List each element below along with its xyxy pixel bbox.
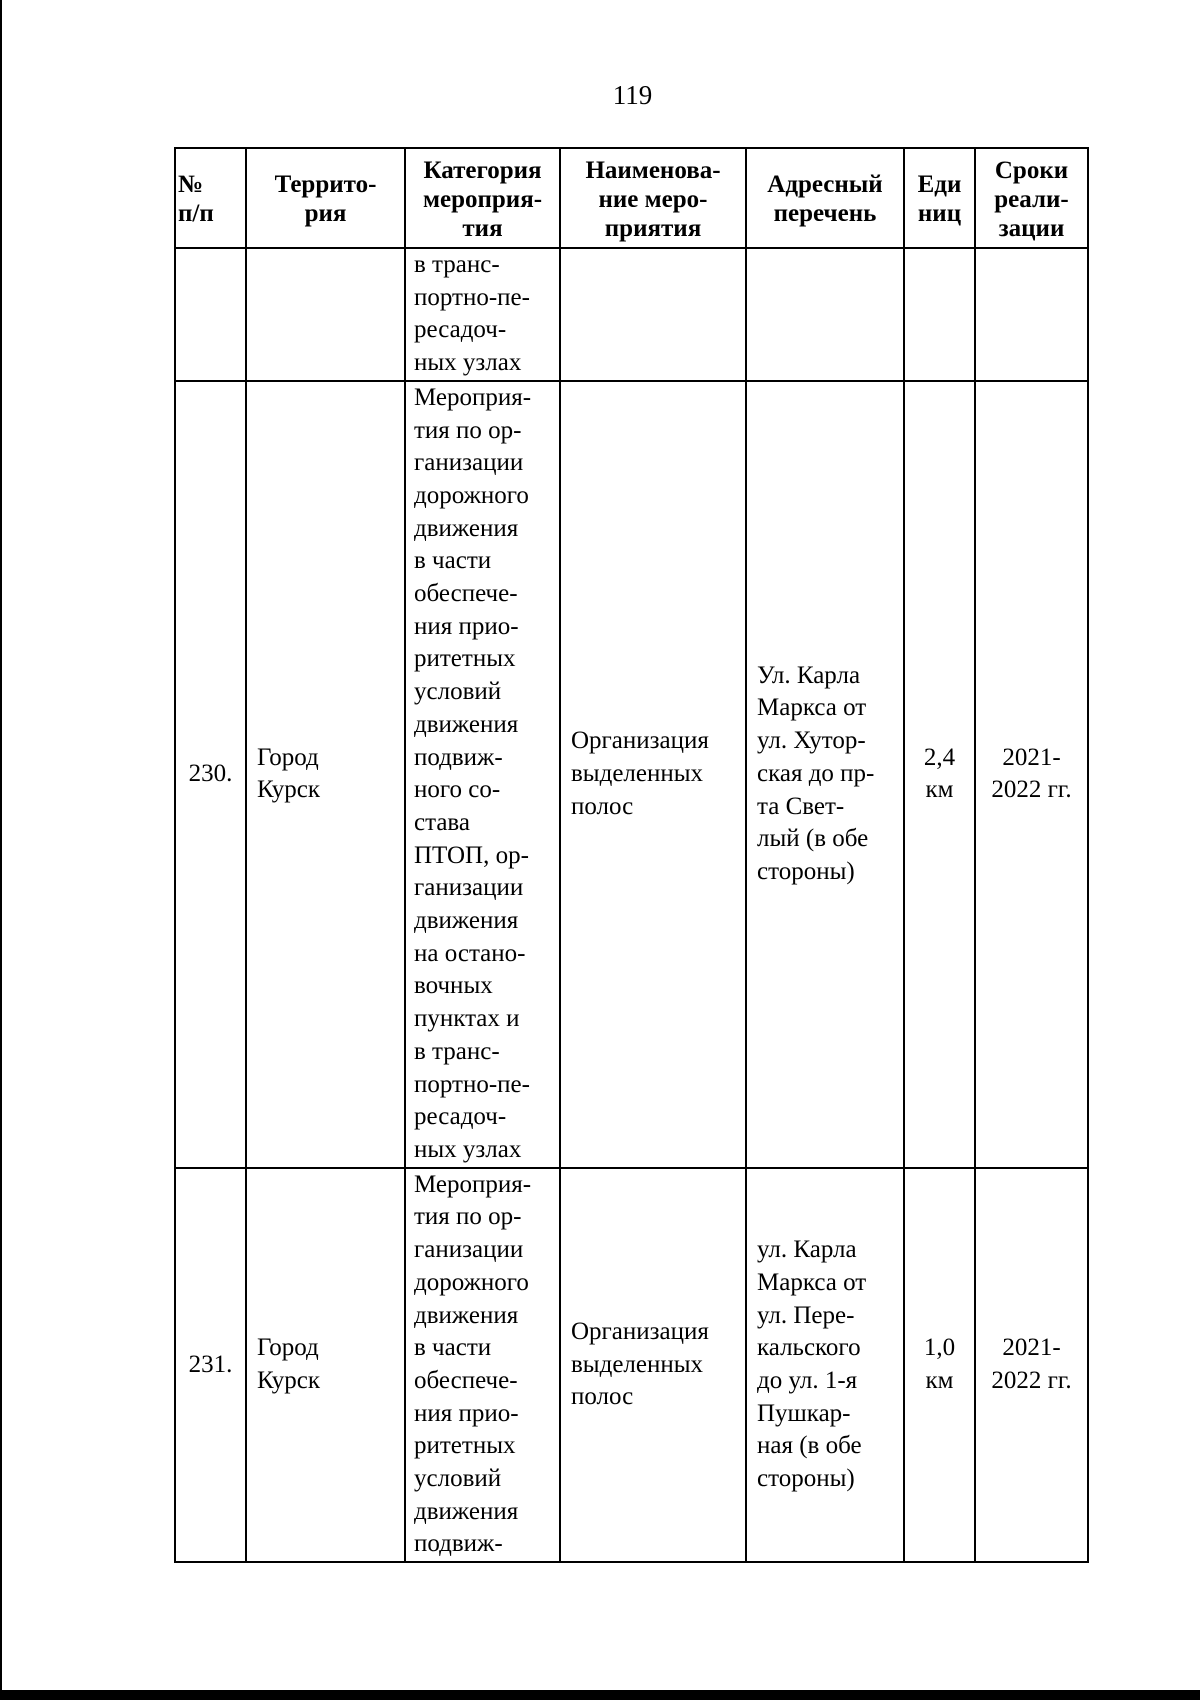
- cell-num: [175, 248, 246, 381]
- table-row-continued: [175, 248, 1088, 381]
- header-address: Адресный перечень: [746, 148, 904, 248]
- cell-name: [560, 248, 746, 381]
- page-number: 119: [612, 80, 653, 110]
- header-unit: Еди ниц: [904, 148, 975, 248]
- header-terms: Сроки реали- зации: [975, 148, 1088, 248]
- cell-territory: Город Курск: [246, 381, 405, 1168]
- cell-terms: 2021- 2022 гг.: [975, 381, 1088, 1168]
- cell-territory: Город Курск: [246, 1168, 405, 1562]
- cell-category: в транс- портно-пе- ресадоч- ных узлах: [405, 248, 560, 381]
- cell-name: Организация выделенных полос: [560, 381, 746, 1168]
- cell-num: 230.: [175, 381, 246, 1168]
- header-num: № п/п: [175, 148, 246, 248]
- cell-category: Мероприя- тия по ор- ганизации дорожного движения в части обеспече- ния прио- ритетных условий движения подвиж- ного со- става ПТОП, ор- ганизации движения на остано- вочных пунктах и в транс- портно-пе- ресадоч- ных узлах: [405, 381, 560, 1168]
- header-category: Категория мероприя- тия: [405, 148, 560, 248]
- cell-territory: [246, 248, 405, 381]
- header-name: Наименова- ние меро- приятия: [560, 148, 746, 248]
- table-header-row: [175, 148, 1088, 248]
- cell-category: Мероприя- тия по ор- ганизации дорожного движения в части обеспече- ния прио- ритетных условий движения подвиж-: [405, 1168, 560, 1562]
- cell-address: [746, 248, 904, 381]
- cell-num: 231.: [175, 1168, 246, 1562]
- cell-address: Ул. Карла Маркса от ул. Хутор- ская до пр- та Свет- лый (в обе стороны): [746, 381, 904, 1168]
- cell-terms: 2021- 2022 гг.: [975, 1168, 1088, 1562]
- measures-table: [174, 147, 1089, 1563]
- cell-terms: [975, 248, 1088, 381]
- cell-unit: [904, 248, 975, 381]
- scan-left-edge: [0, 0, 2, 1700]
- table-row: [175, 381, 1088, 1168]
- scan-bottom-edge: [0, 1690, 1200, 1700]
- table-row: [175, 1168, 1088, 1562]
- cell-address: ул. Карла Маркса от ул. Пере- кальского до ул. 1-я Пушкар- ная (в обе стороны): [746, 1168, 904, 1562]
- cell-unit: 2,4 км: [904, 381, 975, 1168]
- cell-name: Организация выделенных полос: [560, 1168, 746, 1562]
- header-territory: Террито- рия: [246, 148, 405, 248]
- cell-unit: 1,0 км: [904, 1168, 975, 1562]
